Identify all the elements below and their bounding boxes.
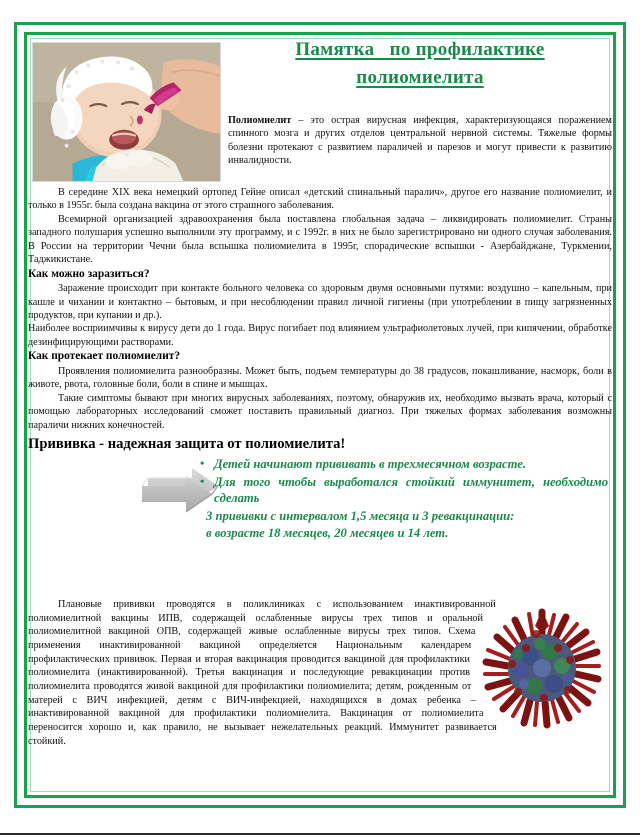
symptoms-paragraph: Такие симптомы бывают при многих вирусных заболеваниях, поэтому, обнаружив их, необходимо вызвать врача, который с помощью лабораторных исследований сможет поставить правильный диагноз. При тяжелых формах заболевания возможны параличи нижних конечностей. — [28, 392, 612, 431]
page-title-line-1: Памятка по профилактике — [295, 39, 545, 60]
heading-how-to-get-infected: Как можно заразиться? — [28, 267, 150, 280]
bullet-immunity: • Для того чтобы выработался стойкий иммунитет, необходимо сделать — [200, 474, 608, 507]
intro-paragraph — [228, 114, 612, 167]
bullet-start-age: • Детей начинают прививать в трехмесячном возрасте. — [200, 456, 608, 473]
vaccination-callout — [28, 456, 612, 588]
heading-disease-course: Как протекает полиомиелит? — [28, 350, 181, 363]
poliovirus-particle-icon — [478, 604, 606, 732]
body-flow — [28, 186, 612, 778]
course-paragraph: Проявления полиомиелита разнообразны. Может быть, подъем температуры до 38 градусов, покашливание, насморк, боли в животе, рвота, головные боли, боли в спине и мышцах. — [28, 365, 612, 391]
schedule-line-2: в возрасте 18 месяцев, 20 месяцев и 14 лет. — [206, 525, 449, 540]
vaccination-schedule — [28, 508, 612, 542]
closing-section — [28, 598, 612, 778]
vaccination-bullet-list — [28, 456, 612, 507]
intro-text: – это острая вирусная инфекция, характеризующаяся поражением спинного мозга и других отделов центральной нервной системы. Тяжелые формы болезни протекают с развитием параличей и парезов и могут привести к развитию инвалидности. — [228, 115, 612, 166]
who-paragraph: Всемирной организацией здравоохранения была поставлена глобальная задача – ликвидировать полиомиелит. Страны западного полушария успешно выполнили эту программу, и с 1992г. в них не было зарегистрировано ни одного случая заболевания. В России на территории Чечни была вспышка полиомиелита в 1995г, спорадические вспышки - Азербайджане, Туркмении, Таджикистане. — [28, 213, 612, 266]
intro-lead-term: Полиомиелит — [228, 115, 292, 126]
oral-polio-vaccination-photo — [32, 42, 221, 182]
history-paragraph: В середине XIX века немецкий ортопед Гейне описал «детский спинальный паралич», другое его название полиомиелит, и только в 1955г. была создана вакцина от этого страшного заболевания. — [28, 187, 612, 212]
page-title — [228, 36, 612, 91]
vaccination-banner-heading: Прививка - надежная защита от полиомиелита! — [28, 436, 346, 453]
infection-paragraph: Заражение происходит при контакте больного человека со здоровым двумя основными путями: воздушно – капельным, при кашле и чихании и контактно – бытовым, и при несоблюдении правил личной гигиены (при употреблении в пищу загрязненных продуктов, при купании и др.). — [28, 283, 612, 322]
header-zone — [28, 36, 612, 184]
closing-paragraph: Плановые прививки проводятся в поликлиниках с использованием инактивированной полиомиелитной вакцины ИПВ, содержащей ослабленные вирусы трех типов и оральной полиомиелитной вакциной ОПВ, содержащей живые ослабленные вирусы трех типов. Схема применения инактивированной вакциной определяется Национальным календарем профилактических прививок. Первая и вторая вакцинация проводится вакциной для профилактики полиомиелита (инактивированной). Третья вакцинация и последующие ревакцинации против полиомиелита проводятся живой вакциной для профилактики полиомиелита; детям, рожденным от матерей с ВИЧ инфекцией, детям с ВИЧ-инфекцией, находящихся в домах ребенка – инактивированной вакциной для профилактики полиомиелита. Вакцинация от полиомиелита переносится хорошо и, как правило, не вызывает нежелательных реакций. Иммунитет развивается стойкий. — [28, 599, 497, 747]
susceptibility-paragraph: Наиболее восприимчивы к вирусу дети до 1 года. Вирус погибает под влиянием ультрафиолетовых лучей, при кипячении, обработке дезинфицирующими растворами. — [28, 323, 612, 348]
schedule-line-1: 3 прививки с интервалом 1,5 месяца и 3 ревакцинации: — [206, 508, 515, 523]
page-title-line-2: полиомиелита — [356, 66, 484, 88]
page-bottom-rule — [0, 833, 640, 835]
poster-content — [28, 36, 612, 794]
